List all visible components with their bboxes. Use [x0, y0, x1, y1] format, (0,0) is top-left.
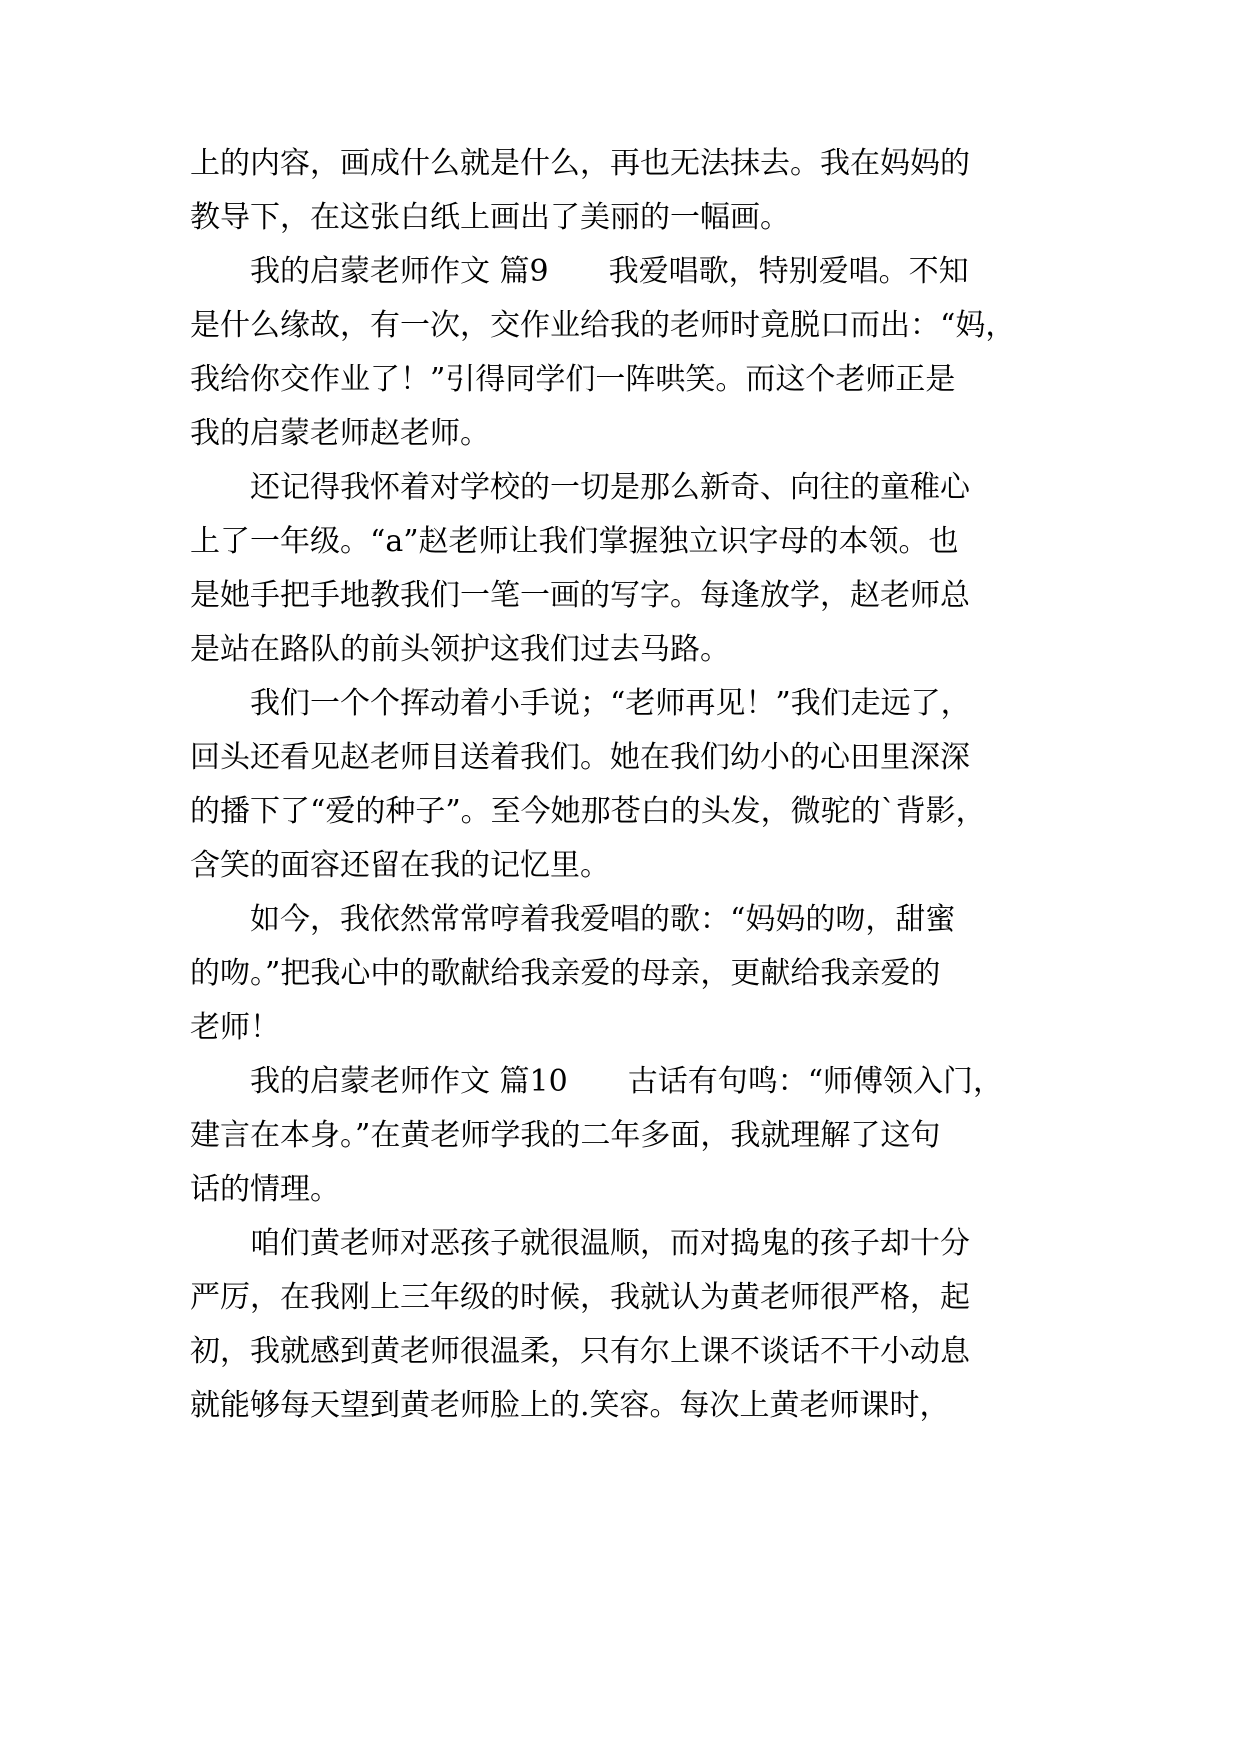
text-line: 教导下，在这张白纸上画出了美丽的一幅画。	[190, 200, 790, 235]
text-line: 我的启蒙老师赵老师。	[190, 416, 490, 451]
text-line: 就能够每天望到黄老师脸上的.笑容。每次上黄老师课时，	[190, 1388, 950, 1423]
text-line: 上的内容，画成什么就是什么，再也无法抹去。我在妈妈的	[190, 146, 970, 181]
text-line: 是她手把手地教我们一笔一画的写字。每逢放学，赵老师总	[190, 578, 970, 613]
text-line: 还记得我怀着对学校的一切是那么新奇、向往的童稚心	[190, 470, 970, 505]
text-line: 老师！	[190, 1010, 280, 1045]
text-line: 是什么缘故，有一次，交作业给我的老师时竟脱口而出：“妈，	[190, 308, 1016, 343]
text-line: 的吻。”把我心中的歌献给我亲爱的母亲，更献给我亲爱的	[190, 956, 941, 991]
text-line: 初，我就感到黄老师很温柔，只有尔上课不谈话不干小动息	[190, 1334, 970, 1369]
text-line: 回头还看见赵老师目送着我们。她在我们幼小的心田里深深	[190, 740, 970, 775]
text-line: 建言在本身。”在黄老师学我的二年多面，我就理解了这句	[190, 1118, 941, 1153]
text-line: 上了一年级。“a”赵老师让我们掌握独立识字母的本领。也	[190, 524, 959, 559]
text-line: 含笑的面容还留在我的记忆里。	[190, 848, 610, 883]
text-line: 严厉，在我刚上三年级的时候，我就认为黄老师很严格，起	[190, 1280, 970, 1315]
text-line: 我的启蒙老师作文 篇10 古话有句鸣：“师傅领入门，	[190, 1064, 1004, 1099]
text-line: 我给你交作业了！”引得同学们一阵哄笑。而这个老师正是	[190, 362, 956, 397]
text-line: 话的情理。	[190, 1172, 340, 1207]
text-line: 是站在路队的前头领护这我们过去马路。	[190, 632, 730, 667]
text-line: 我的启蒙老师作文 篇9 我爱唱歌，特别爱唱。不知	[190, 254, 969, 289]
text-line: 咱们黄老师对恶孩子就很温顺，而对捣鬼的孩子却十分	[190, 1226, 970, 1261]
text-line: 我们一个个挥动着小手说；“老师再见！”我们走远了，	[190, 686, 971, 721]
text-line: 如今，我依然常常哼着我爱唱的歌：“妈妈的吻，甜蜜	[190, 902, 956, 937]
text-line: 的播下了“爱的种子”。至今她那苍白的头发，微驼的`背影，	[190, 794, 986, 829]
